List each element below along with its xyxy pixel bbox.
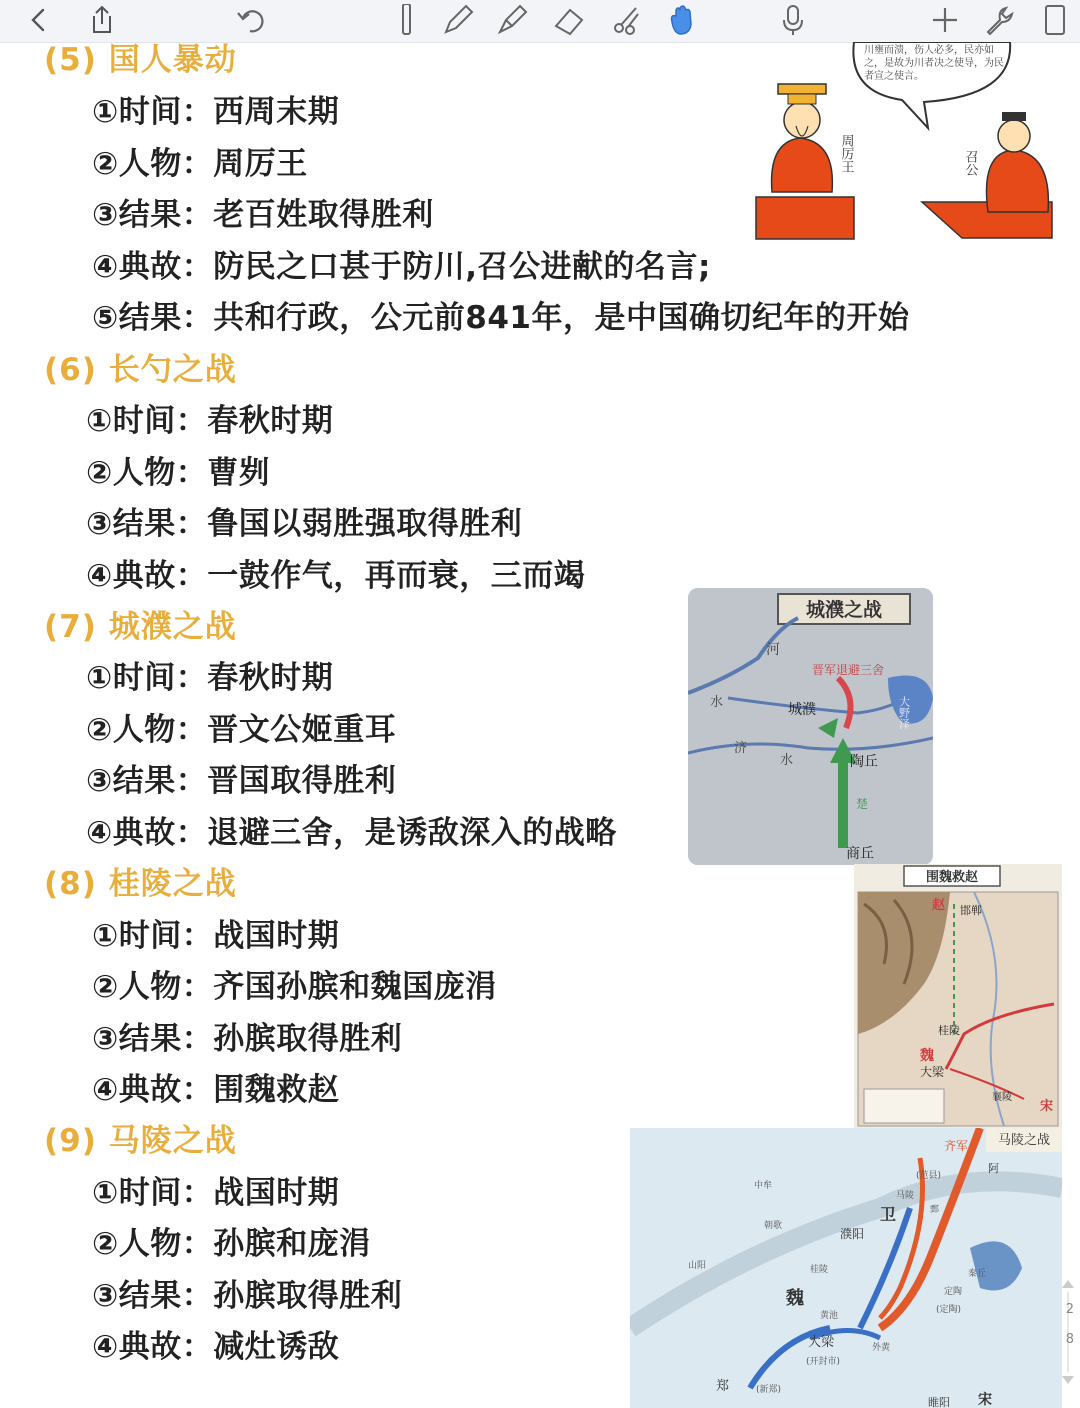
page-icon[interactable] — [1038, 4, 1072, 36]
list-item: ④典故：退避三舍，是诱敌深入的战略 — [86, 815, 617, 851]
add-icon[interactable] — [928, 4, 962, 36]
svg-text:濮阳: 濮阳 — [840, 1227, 865, 1241]
section-title: (8) 桂陵之战 — [44, 866, 237, 902]
svg-text:黄池: 黄池 — [820, 1311, 839, 1321]
list-item: ③结果：鲁国以弱胜强取得胜利 — [86, 506, 523, 542]
list-item: ⑤结果：共和行政，公元前841年，是中国确切纪年的开始 — [92, 300, 910, 336]
svg-text:齐军: 齐军 — [944, 1139, 969, 1153]
svg-text:朝歌: 朝歌 — [764, 1221, 783, 1231]
list-item: ③结果：孙膑取得胜利 — [92, 1021, 403, 1057]
share-icon[interactable] — [84, 4, 118, 36]
svg-text:襄陵: 襄陵 — [992, 1092, 1012, 1103]
svg-text:秦丘: 秦丘 — [968, 1269, 987, 1279]
scissors-icon[interactable] — [610, 4, 644, 36]
list-item: ②人物：晋文公姬重耳 — [86, 712, 397, 748]
section-title: (6) 长勺之战 — [44, 352, 237, 388]
svg-text:魏: 魏 — [920, 1048, 934, 1064]
list-item: ③结果：老百姓取得胜利 — [92, 197, 434, 233]
svg-text:中牟: 中牟 — [754, 1181, 773, 1191]
page-current: 2 — [1065, 1302, 1074, 1317]
svg-text:桂陵: 桂陵 — [938, 1024, 960, 1037]
list-item: ①时间：春秋时期 — [86, 660, 334, 696]
map-chengpu — [688, 588, 933, 865]
svg-text:外黄: 外黄 — [872, 1343, 891, 1353]
highlighter-icon[interactable] — [494, 4, 528, 36]
svg-text:商丘: 商丘 — [846, 846, 874, 862]
svg-text:大梁: 大梁 — [920, 1065, 945, 1079]
cartoon-illustration — [752, 42, 1062, 242]
svg-text:邯郸: 邯郸 — [960, 904, 982, 917]
hand-icon[interactable] — [664, 4, 698, 36]
svg-text:(定陶): (定陶) — [936, 1305, 962, 1315]
svg-text:楚: 楚 — [856, 797, 869, 811]
svg-text:郑: 郑 — [716, 1379, 730, 1394]
list-item: ③结果：孙膑取得胜利 — [92, 1278, 403, 1314]
page-total: 8 — [1065, 1332, 1074, 1347]
svg-text:宋: 宋 — [978, 1392, 992, 1408]
list-item: ③结果：晋国取得胜利 — [86, 763, 397, 799]
eraser-icon[interactable] — [552, 4, 586, 36]
svg-text:睢阳: 睢阳 — [928, 1396, 950, 1408]
svg-text:(新郑): (新郑) — [756, 1385, 782, 1395]
map-maling — [630, 1128, 1062, 1408]
undo-icon[interactable] — [234, 4, 268, 36]
list-item: ④典故：防民之口甚于防川,召公进献的名言; — [92, 249, 711, 285]
list-item: ②人物：曹刿 — [86, 455, 271, 491]
svg-text:(开封市): (开封市) — [806, 1357, 841, 1367]
section-title: (9) 马陵之战 — [44, 1123, 237, 1159]
svg-text:济: 济 — [734, 741, 748, 756]
svg-text:水: 水 — [710, 695, 724, 710]
list-item: ①时间：战国时期 — [92, 918, 340, 954]
list-item: ④典故：围魏救赵 — [92, 1072, 340, 1108]
back-icon[interactable] — [22, 4, 56, 36]
map-title: 城濮之战 — [805, 599, 883, 621]
pen-icon[interactable] — [390, 4, 424, 36]
svg-text:阿: 阿 — [988, 1162, 999, 1175]
svg-text:陶丘: 陶丘 — [850, 754, 878, 770]
section-title: (5) 国人暴动 — [44, 42, 237, 78]
svg-text:山阳: 山阳 — [688, 1261, 707, 1271]
section-title: (7) 城濮之战 — [44, 609, 237, 645]
list-item: ②人物：孙膑和庞涓 — [92, 1226, 371, 1262]
svg-text:宋: 宋 — [1040, 1099, 1054, 1114]
duke-label: 召公 — [962, 150, 978, 176]
list-item: ④典故：一鼓作气，再而衰，三而竭 — [86, 558, 586, 594]
list-item: ②人物：齐国孙膑和魏国庞涓 — [92, 969, 497, 1005]
map-title: 马陵之战 — [997, 1133, 1051, 1148]
list-item: ②人物：周厉王 — [92, 146, 308, 182]
wrench-icon[interactable] — [982, 4, 1016, 36]
svg-text:河: 河 — [766, 642, 780, 658]
list-item: ④典故：减灶诱敌 — [92, 1329, 340, 1365]
map-title: 围魏救赵 — [925, 870, 979, 885]
list-item: ①时间：春秋时期 — [86, 403, 334, 439]
svg-text:马陵: 马陵 — [896, 1191, 915, 1201]
svg-text:晋军退避三舍: 晋军退避三舍 — [812, 663, 885, 677]
map-guiling — [854, 864, 1062, 1128]
svg-text:鄄: 鄄 — [930, 1205, 940, 1215]
svg-text:桂陵: 桂陵 — [810, 1265, 829, 1275]
pencil-icon[interactable] — [440, 4, 474, 36]
speech-text: 川壅而溃，伤人必多，民亦如之，是故为川者决之使导，为民者宣之使言。 — [864, 45, 1004, 82]
svg-text:大野泽: 大野泽 — [897, 696, 911, 729]
list-item: ①时间：西周末期 — [92, 94, 340, 130]
svg-text:大梁: 大梁 — [808, 1335, 835, 1350]
svg-text:水: 水 — [780, 753, 794, 768]
svg-text:城濮: 城濮 — [788, 702, 816, 718]
svg-text:定陶: 定陶 — [944, 1287, 963, 1297]
svg-text:赵: 赵 — [932, 898, 946, 913]
microphone-icon[interactable] — [776, 4, 810, 36]
svg-text:魏: 魏 — [786, 1288, 804, 1309]
king-label: 周厉王 — [838, 134, 854, 173]
list-item: ①时间：战国时期 — [92, 1175, 340, 1211]
svg-text:卫: 卫 — [880, 1205, 897, 1224]
svg-text:(范县): (范县) — [916, 1171, 942, 1181]
